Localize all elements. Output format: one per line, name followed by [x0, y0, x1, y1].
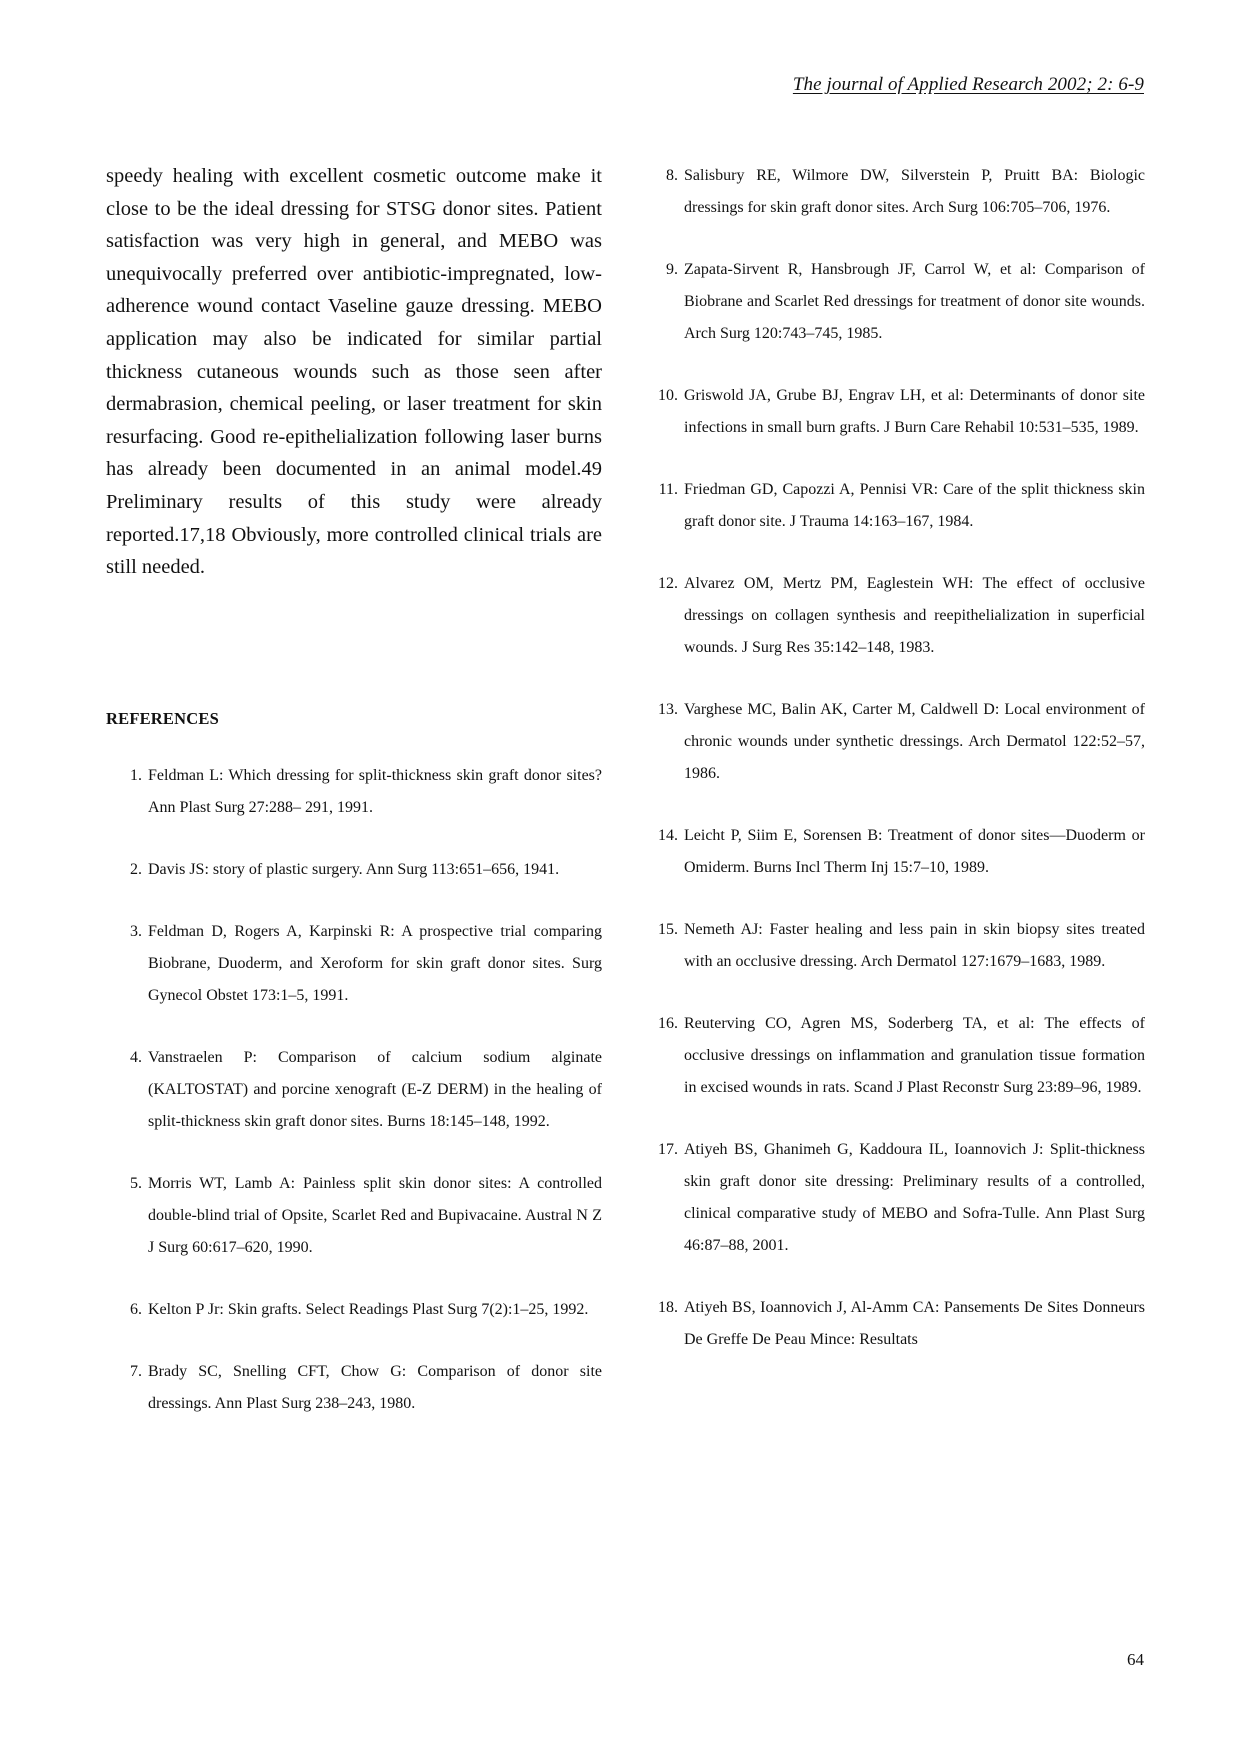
reference-text: Vanstraelen P: Comparison of calcium sodium alginate (KALTOSTAT) and porcine xenograft (E-Z DERM) in the healing of split-thickness skin graft donor sites. Burns 18:145–148, 1992.	[148, 1049, 602, 1130]
reference-item	[650, 1292, 1145, 1356]
reference-number: 11.	[658, 481, 678, 498]
reference-number: 6.	[130, 1301, 142, 1318]
reference-number: 8.	[666, 167, 678, 184]
references-heading: REFERENCES	[106, 709, 219, 728]
reference-text: Alvarez OM, Mertz PM, Eaglestein WH: The effect of occlusive dressings on collagen synthesis and reepithelialization in superficial wounds. J Surg Res 35:142–148, 1983.	[684, 575, 1145, 656]
reference-item	[106, 1042, 602, 1138]
reference-number: 1.	[130, 767, 142, 784]
reference-text: Zapata-Sirvent R, Hansbrough JF, Carrol W, et al: Comparison of Biobrane and Scarlet Red dressings for treatment of donor site wounds. Arch Surg 120:743–745, 1985.	[684, 261, 1145, 342]
reference-text: Varghese MC, Balin AK, Carter M, Caldwell D: Local environment of chronic wounds under synthetic dressings. Arch Dermatol 122:52–57, 1986.	[684, 701, 1145, 782]
reference-number: 15.	[658, 921, 678, 938]
reference-item	[106, 854, 602, 886]
reference-number: 9.	[666, 261, 678, 278]
reference-number: 3.	[130, 923, 142, 940]
reference-text: Atiyeh BS, Ghanimeh G, Kaddoura IL, Ioannovich J: Split-thickness skin graft donor site dressing: Preliminary results of a controlled, clinical comparative study of MEBO and Sofra-Tulle. Ann Plast Surg 46:87–88, 2001.	[684, 1141, 1145, 1254]
reference-item	[650, 254, 1145, 350]
reference-text: Feldman D, Rogers A, Karpinski R: A prospective trial comparing Biobrane, Duoderm, and Xeroform for skin graft donor sites. Surg Gynecol Obstet 173:1–5, 1991.	[148, 923, 602, 1004]
reference-number: 16.	[658, 1015, 678, 1032]
reference-item	[650, 380, 1145, 444]
reference-text: Salisbury RE, Wilmore DW, Silverstein P, Pruitt BA: Biologic dressings for skin graft donor sites. Arch Surg 106:705–706, 1976.	[684, 167, 1145, 216]
reference-item	[106, 1168, 602, 1264]
reference-text: Friedman GD, Capozzi A, Pennisi VR: Care of the split thickness skin graft donor site. J Trauma 14:163–167, 1984.	[684, 481, 1145, 530]
reference-text: Nemeth AJ: Faster healing and less pain in skin biopsy sites treated with an occlusive dressing. Arch Dermatol 127:1679–1683, 1989.	[684, 921, 1145, 970]
reference-number: 5.	[130, 1175, 142, 1192]
reference-item	[650, 914, 1145, 978]
reference-item	[650, 474, 1145, 538]
reference-list-right	[650, 160, 1145, 1386]
reference-text: Leicht P, Siim E, Sorensen B: Treatment of donor sites—Duoderm or Omiderm. Burns Incl Therm Inj 15:7–10, 1989.	[684, 827, 1145, 876]
reference-item	[650, 820, 1145, 884]
reference-number: 10.	[658, 387, 678, 404]
reference-text: Morris WT, Lamb A: Painless split skin donor sites: A controlled double-blind trial of Opsite, Scarlet Red and Bupivacaine. Austral N Z J Surg 60:617–620, 1990.	[148, 1175, 602, 1256]
reference-text: Griswold JA, Grube BJ, Engrav LH, et al: Determinants of donor site infections in small burn grafts. J Burn Care Rehabil 10:531–535, 1989.	[684, 387, 1145, 436]
reference-item	[650, 1008, 1145, 1104]
reference-text: Reuterving CO, Agren MS, Soderberg TA, et al: The effects of occlusive dressings on inflammation and granulation tissue formation in excised wounds in rats. Scand J Plast Reconstr Surg 23:89–96, 1989.	[684, 1015, 1145, 1096]
reference-number: 12.	[658, 575, 678, 592]
reference-item	[106, 1294, 602, 1326]
reference-item	[650, 694, 1145, 790]
reference-text: Atiyeh BS, Ioannovich J, Al-Amm CA: Pansements De Sites Donneurs De Greffe De Peau Mince: Resultats	[684, 1299, 1145, 1348]
reference-item	[106, 760, 602, 824]
reference-item	[650, 568, 1145, 664]
running-header: The journal of Applied Research 2002; 2: 6-9	[792, 74, 1144, 95]
reference-list-left	[106, 760, 602, 1450]
reference-item	[650, 160, 1145, 224]
reference-text: Davis JS: story of plastic surgery. Ann Surg 113:651–656, 1941.	[148, 861, 560, 878]
page-number: 64	[1127, 1650, 1144, 1669]
reference-text: Feldman L: Which dressing for split-thickness skin graft donor sites? Ann Plast Surg 27:288– 291, 1991.	[148, 767, 602, 816]
reference-item	[106, 1356, 602, 1420]
reference-text: Kelton P Jr: Skin grafts. Select Readings Plast Surg 7(2):1–25, 1992.	[148, 1301, 589, 1318]
reference-number: 2.	[130, 861, 142, 878]
reference-text: Brady SC, Snelling CFT, Chow G: Comparison of donor site dressings. Ann Plast Surg 238–243, 1980.	[148, 1363, 602, 1412]
left-column	[106, 160, 602, 584]
reference-number: 17.	[658, 1141, 678, 1158]
reference-number: 14.	[658, 827, 678, 844]
reference-number: 13.	[658, 701, 678, 718]
reference-number: 18.	[658, 1299, 678, 1316]
reference-item	[106, 916, 602, 1012]
reference-number: 4.	[130, 1049, 142, 1066]
reference-number: 7.	[130, 1363, 142, 1380]
body-paragraph: speedy healing with excellent cosmetic outcome make it close to be the ideal dressing for STSG donor sites. Patient satisfaction was very high in general, and MEBO was unequivocally preferred over antibiotic-impregnated, low-adherence wound contact Vaseline gauze dressing. MEBO application may also be indicated for similar partial thickness cutaneous wounds such as those seen after dermabrasion, chemical peeling, or laser treatment for skin resurfacing. Good re-epithelialization following laser burns has already been documented in an animal model.49 Preliminary results of this study were already reported.17,18 Obviously, more controlled clinical trials are still needed.	[106, 165, 602, 579]
reference-item	[650, 1134, 1145, 1262]
